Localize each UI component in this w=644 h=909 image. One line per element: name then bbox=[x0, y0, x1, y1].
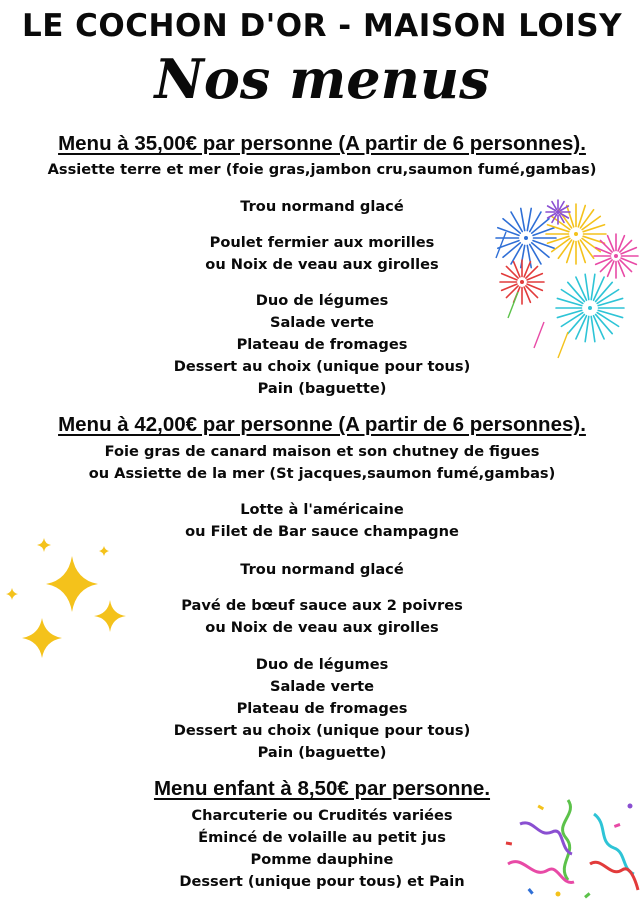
menu-1-main-option-2: ou Noix de veau aux girolles bbox=[205, 256, 439, 273]
menu-2-main-option-2: ou Noix de veau aux girolles bbox=[205, 619, 439, 636]
menu-2-side-vegetables: Duo de légumes bbox=[255, 656, 389, 673]
menu-1-trou-normand: Trou normand glacé bbox=[240, 198, 404, 215]
restaurant-name: LE COCHON D'OR - MAISON LOISY bbox=[21, 8, 623, 44]
menu-2-fish-option-1: Lotte à l'américaine bbox=[240, 501, 404, 518]
menu-1-bread: Pain (baguette) bbox=[257, 380, 387, 397]
confetti-streamers-illustration bbox=[498, 794, 642, 906]
fireworks-illustration bbox=[488, 198, 640, 368]
menu-kids-main: Émincé de volaille au petit jus bbox=[198, 829, 446, 846]
menu-2-fish-option-2: ou Filet de Bar sauce champagne bbox=[185, 523, 459, 540]
menu-1-dessert: Dessert au choix (unique pour tous) bbox=[173, 358, 471, 375]
menu-1-cheese: Plateau de fromages bbox=[236, 336, 408, 353]
menu-kids-dessert: Dessert (unique pour tous) et Pain bbox=[179, 873, 465, 890]
menu-2-side-salad: Salade verte bbox=[269, 678, 375, 695]
menu-1-main-option-1: Poulet fermier aux morilles bbox=[209, 234, 435, 251]
menu-2-main-option-1: Pavé de bœuf sauce aux 2 poivres bbox=[181, 597, 463, 614]
menu-kids-side: Pomme dauphine bbox=[250, 851, 394, 868]
menu-kids-starter: Charcuterie ou Crudités variées bbox=[191, 807, 453, 824]
sparkles-illustration bbox=[4, 534, 132, 662]
menu-2-starter-option-1: Foie gras de canard maison et son chutney de figues bbox=[104, 443, 540, 460]
menu-2-trou-normand: Trou normand glacé bbox=[240, 561, 404, 578]
menu-1-starter: Assiette terre et mer (foie gras,jambon cru,saumon fumé,gambas) bbox=[47, 161, 597, 178]
menu-2-dessert: Dessert au choix (unique pour tous) bbox=[173, 722, 471, 739]
menu-1-side-salad: Salade verte bbox=[269, 314, 375, 331]
menu-2-starter-option-2: ou Assiette de la mer (St jacques,saumon fumé,gambas) bbox=[88, 465, 556, 482]
menu-2-cheese: Plateau de fromages bbox=[236, 700, 408, 717]
menu-2-bread: Pain (baguette) bbox=[257, 744, 387, 761]
menu-1-side-vegetables: Duo de légumes bbox=[255, 292, 389, 309]
menu-2-heading: Menu à 42,00€ par personne (A partir de 6 personnes). bbox=[58, 413, 586, 436]
menu-kids-heading: Menu enfant à 8,50€ par personne. bbox=[153, 777, 491, 800]
menu-1-heading: Menu à 35,00€ par personne (A partir de 6 personnes). bbox=[58, 132, 586, 155]
page-title: Nos menus bbox=[154, 47, 490, 111]
